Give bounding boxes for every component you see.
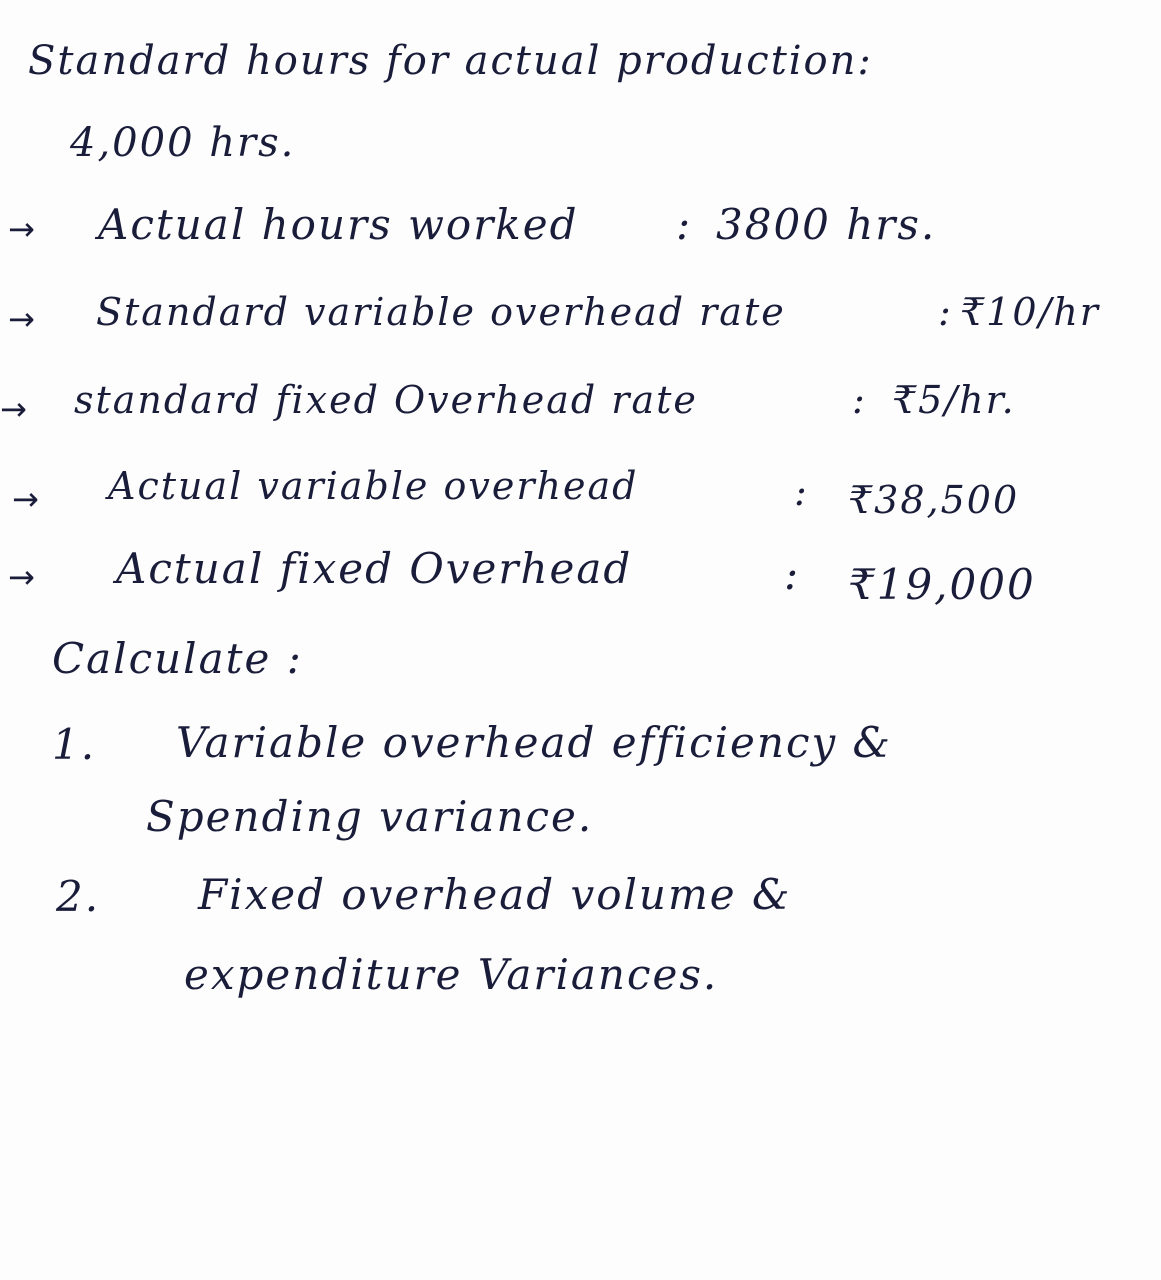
std-fixed-rate-value: ₹5/hr. (892, 378, 1016, 422)
right-arrow-icon: → (8, 558, 35, 596)
standard-hours-value: 4,000 hrs. (70, 120, 296, 166)
question-1-line-1: Variable overhead efficiency & (176, 718, 892, 767)
right-arrow-icon: → (8, 300, 35, 338)
actual-fixed-value: ₹19,000 (848, 560, 1036, 609)
actual-variable-value: ₹38,500 (848, 478, 1020, 522)
actual-fixed-label: Actual fixed Overhead (116, 544, 633, 593)
actual-hours-value: 3800 hrs. (716, 200, 937, 249)
std-variable-rate-separator: : (938, 290, 953, 334)
std-fixed-rate-separator: : (852, 378, 867, 422)
right-arrow-icon: → (8, 210, 35, 248)
question-1-number: 1. (52, 720, 97, 769)
standard-hours-label: Standard hours for actual production: (28, 38, 873, 84)
actual-hours-label: Actual hours worked (98, 200, 579, 249)
calculate-heading: Calculate : (52, 634, 303, 683)
actual-variable-separator: : (794, 470, 809, 514)
actual-variable-label: Actual variable overhead (108, 464, 639, 508)
std-variable-rate-value: ₹10/hr (960, 290, 1100, 334)
std-variable-rate-label: Standard variable overhead rate (96, 290, 786, 334)
question-2-number: 2. (56, 872, 101, 921)
question-2-line-2: expenditure Variances. (184, 950, 719, 999)
right-arrow-icon: → (12, 480, 39, 518)
actual-hours-separator: : (676, 200, 693, 249)
question-1-line-2: Spending variance. (146, 792, 594, 841)
question-2-line-1: Fixed overhead volume & (198, 870, 792, 919)
actual-fixed-separator: : (784, 550, 801, 599)
std-fixed-rate-label: standard fixed Overhead rate (74, 378, 698, 422)
right-arrow-icon: → (0, 390, 27, 428)
